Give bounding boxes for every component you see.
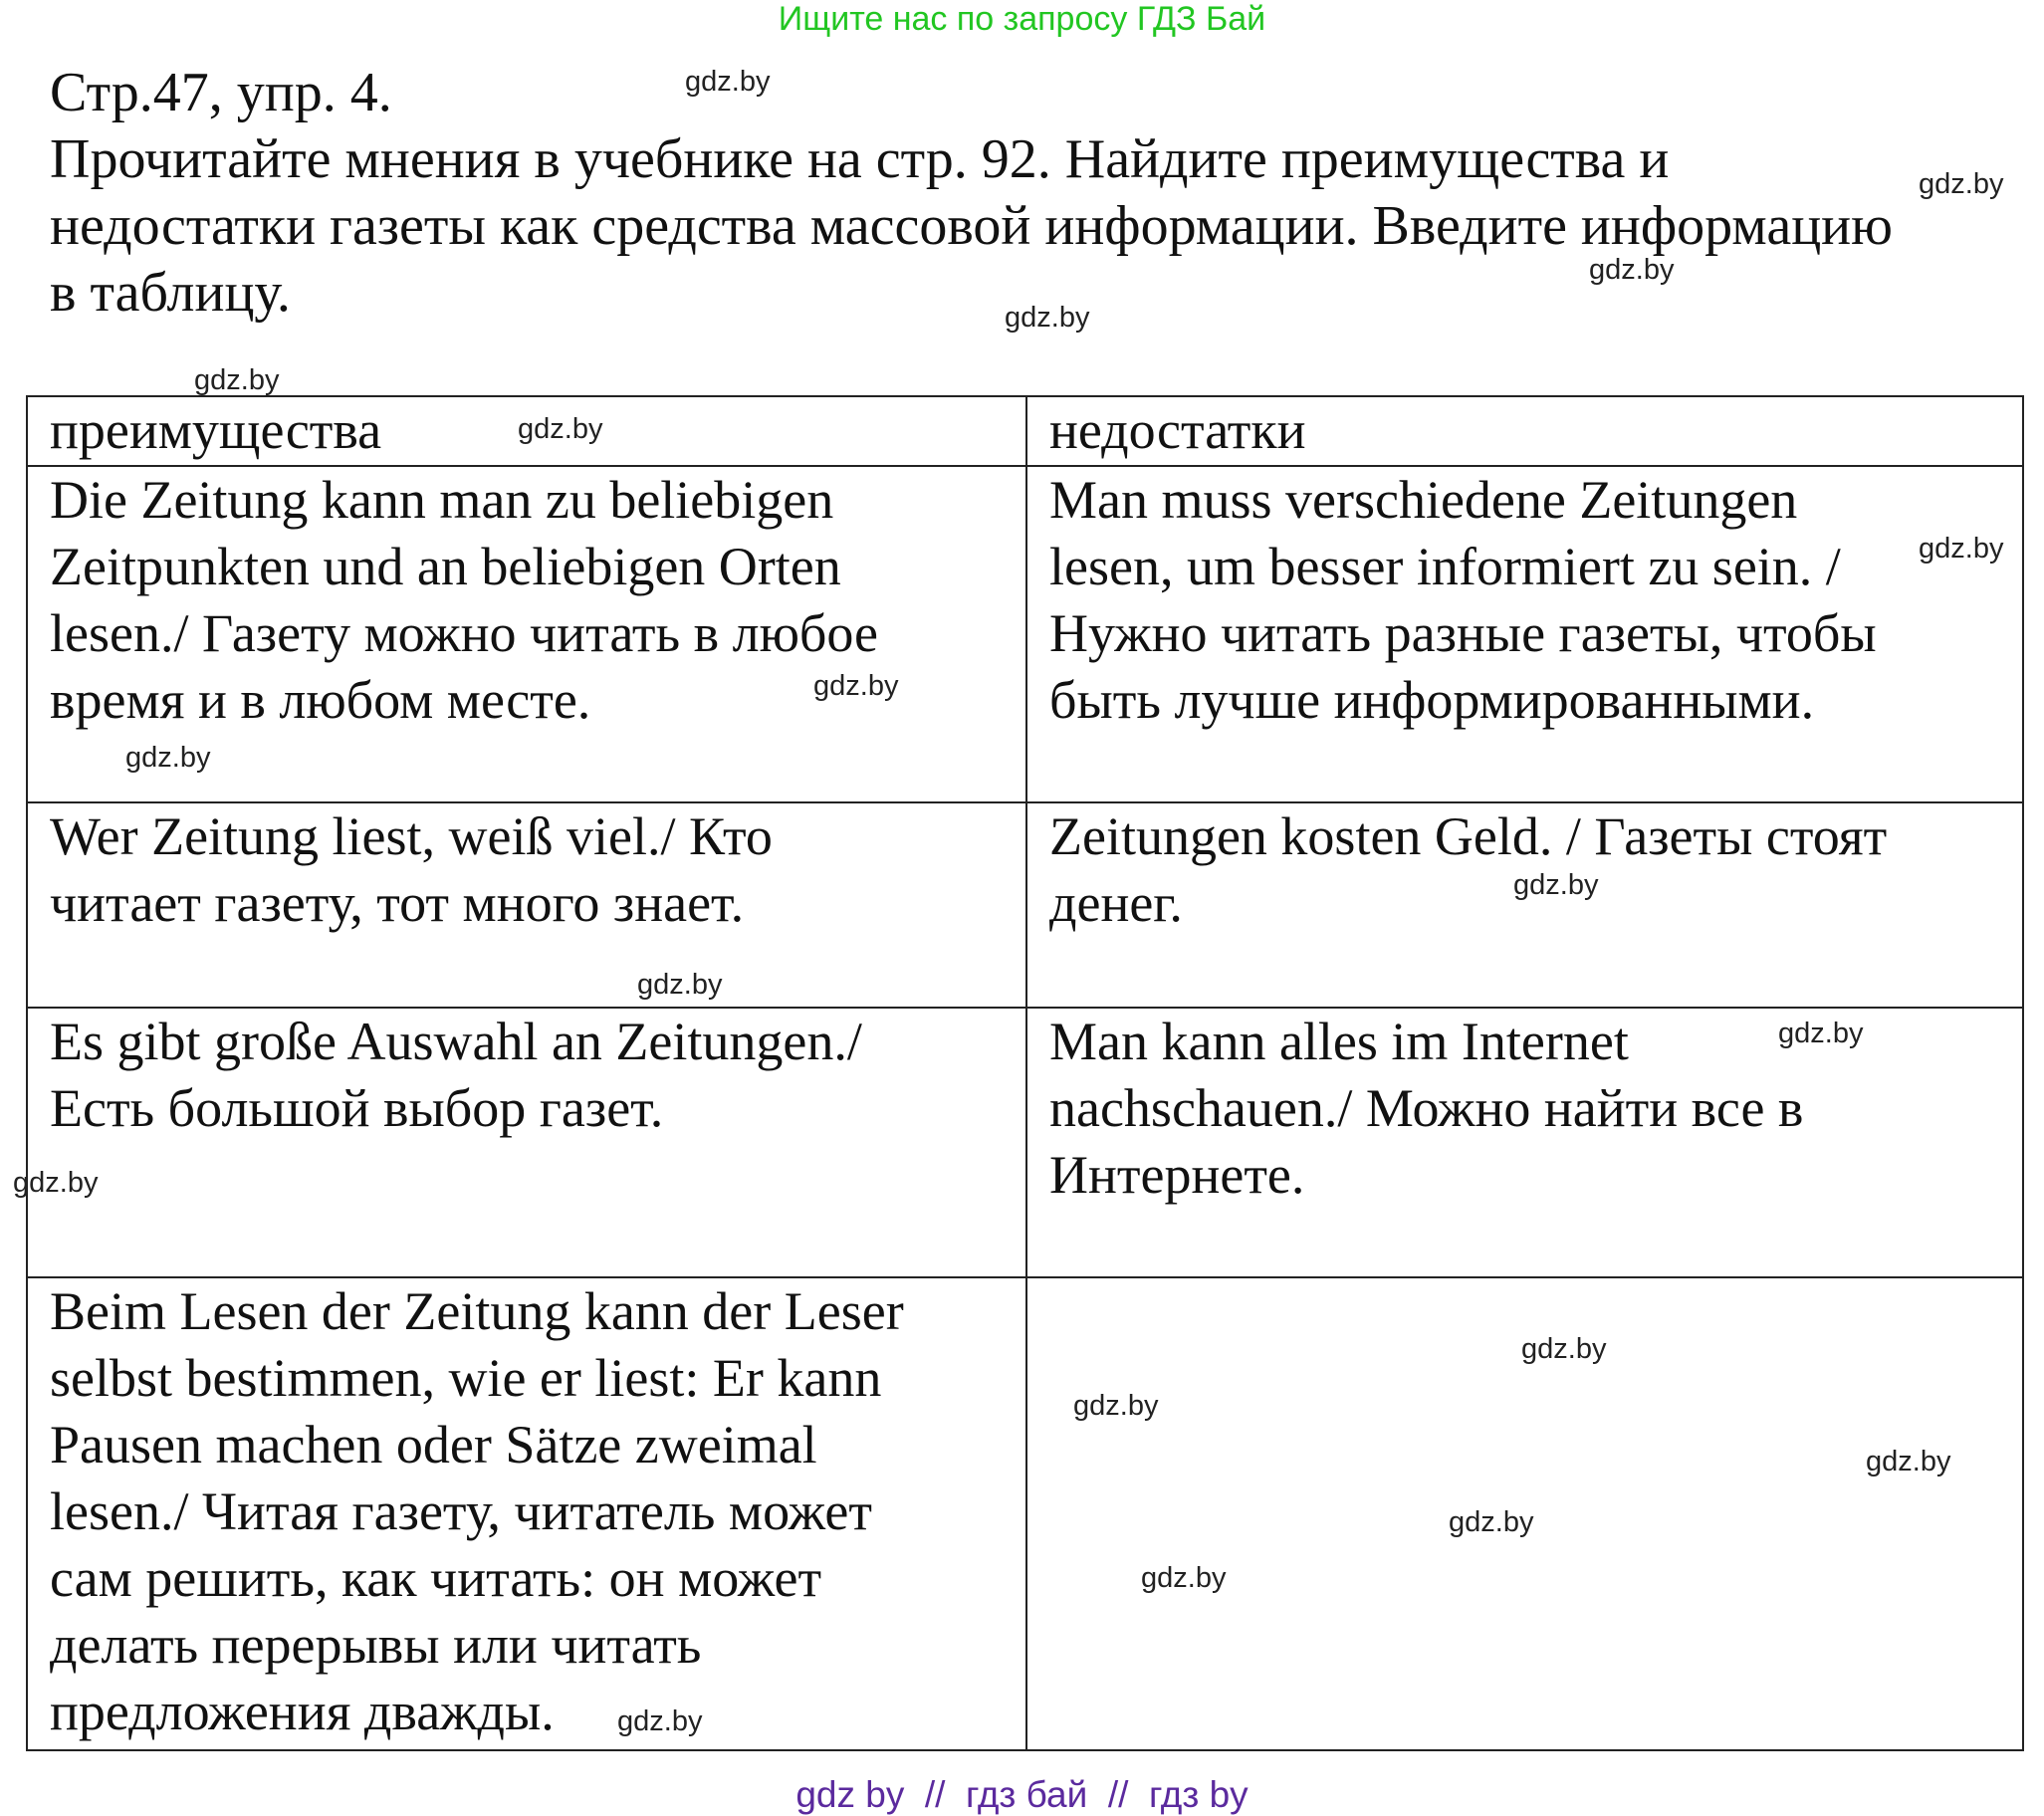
watermark: gdz.by — [1449, 1506, 1534, 1538]
cell-text-line: Pausen machen oder Sätze zweimal — [50, 1415, 817, 1475]
watermark: gdz.by — [617, 1705, 703, 1737]
cell-text-line: сам решить, как читать: он может — [50, 1548, 822, 1608]
cell-text-line: денег. — [1049, 873, 1183, 933]
exercise-heading — [50, 60, 1893, 327]
watermark: gdz.by — [518, 413, 603, 445]
cell-text-line: selbst bestimmen, wie er liest: Er kann — [50, 1348, 882, 1408]
cell-text-line: Zeitpunkten und an beliebigen Orten — [50, 537, 841, 596]
footer-links: gdz by // гдз бай // гдз by — [795, 1774, 1249, 1815]
cell-text-line: Die Zeitung kann man zu beliebigen — [50, 470, 834, 530]
disadvantage-cell — [1026, 466, 2023, 802]
pros-cons-table — [26, 395, 2024, 1751]
cell-text-line: Es gibt große Auswahl an Zeitungen./ — [50, 1012, 862, 1071]
cell-text-line: Man kann alles im Internet — [1049, 1012, 1629, 1071]
watermark: gdz.by — [1073, 1390, 1159, 1422]
header-disadvantages: недостатки — [1026, 396, 2023, 466]
cell-text-line: Нужно читать разные газеты, чтобы — [1049, 603, 1877, 663]
cell-text-line: Есть большой выбор газет. — [50, 1078, 664, 1138]
task-line: недостатки газеты как средства массовой информации. Введите информацию — [50, 195, 1893, 257]
cell-text-line: lesen./ Газету можно читать в любое — [50, 603, 879, 663]
table-row — [27, 466, 2023, 802]
watermark: gdz.by — [1521, 1333, 1607, 1365]
advantage-cell — [27, 802, 1026, 1008]
watermark: gdz.by — [1141, 1562, 1227, 1594]
watermark: gdz.by — [1589, 254, 1675, 286]
watermark: gdz.by — [1919, 168, 2004, 200]
cell-text-line: Wer Zeitung liest, weiß viel./ Кто — [50, 806, 773, 866]
exercise-title: Стр.47, упр. 4. — [50, 62, 392, 123]
advantage-cell — [27, 1008, 1026, 1277]
watermark: gdz.by — [1866, 1446, 1951, 1477]
cell-text-line: делать перерывы или читать — [50, 1615, 702, 1675]
watermark: gdz.by — [125, 742, 211, 774]
watermark: gdz.by — [1513, 869, 1599, 901]
watermark: gdz.by — [637, 969, 723, 1001]
table-row — [27, 802, 2023, 1008]
table-row — [27, 1008, 2023, 1277]
disadvantage-cell — [1026, 802, 2023, 1008]
watermark: gdz.by — [13, 1167, 99, 1199]
task-line: в таблицу. — [50, 262, 291, 324]
watermark: gdz.by — [1005, 302, 1090, 334]
cell-text-line: быть лучше информированными. — [1049, 670, 1815, 730]
watermark: gdz.by — [685, 66, 771, 98]
watermark: gdz.by — [1919, 533, 2004, 565]
table-header-row — [27, 396, 2023, 466]
cell-text-line: время и в любом месте. — [50, 670, 591, 730]
cell-text-line: nachschauen./ Можно найти все в — [1049, 1078, 1804, 1138]
cell-text-line: lesen./ Читая газету, читатель может — [50, 1481, 872, 1541]
watermark: gdz.by — [1778, 1018, 1864, 1049]
disadvantage-cell — [1026, 1008, 2023, 1277]
cell-text-line: lesen, um besser informiert zu sein. / — [1049, 537, 1841, 596]
task-line: Прочитайте мнения в учебнике на стр. 92. Найдите преимущества и — [50, 128, 1670, 190]
search-hint-banner: Ищите нас по запросу ГДЗ Бай — [778, 0, 1266, 38]
cell-text-line: Интернете. — [1049, 1145, 1305, 1205]
watermark: gdz.by — [194, 364, 280, 396]
cell-text-line: читает газету, тот много знает. — [50, 873, 745, 933]
cell-text-line: Beim Lesen der Zeitung kann der Leser — [50, 1281, 904, 1341]
table-row — [27, 1277, 2023, 1750]
advantage-cell — [27, 1277, 1026, 1750]
cell-text-line: предложения дважды. — [50, 1682, 555, 1741]
watermark: gdz.by — [813, 670, 899, 702]
cell-text-line: Zeitungen kosten Geld. / Газеты стоят — [1049, 806, 1888, 866]
cell-text-line: Man muss verschiedene Zeitungen — [1049, 470, 1798, 530]
header-advantages: преимущества — [27, 396, 1026, 466]
